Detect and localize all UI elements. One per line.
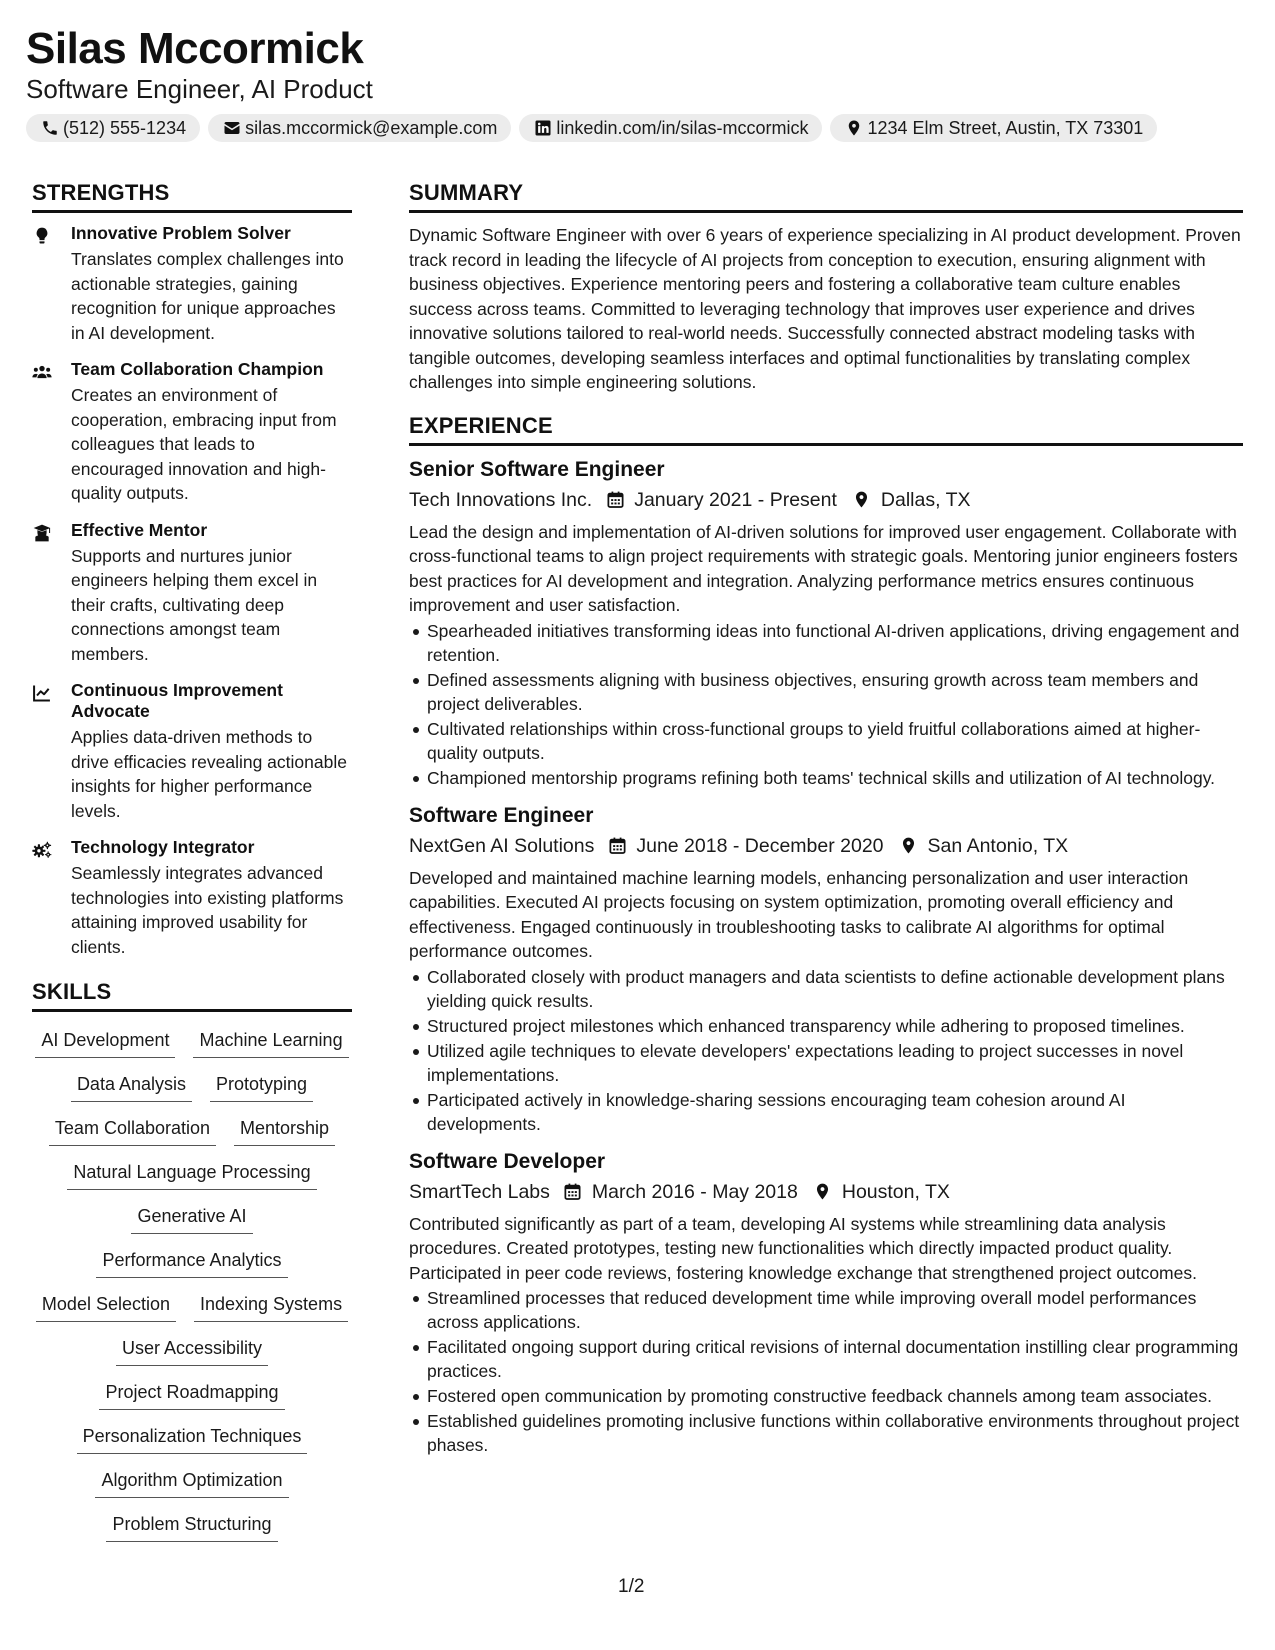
- strength-item: [32, 223, 352, 345]
- job-description: Developed and maintained machine learning models, enhancing personalization and user interaction capabilities. Executed AI projects focusing on system optimization, promoting overall efficiency and effectiveness. Engaged continuously in troubleshooting tasks to calibrate AI algorithms for optimal performance outcomes.: [409, 867, 1189, 961]
- skill-tag: Performance Analytics: [96, 1246, 287, 1278]
- job-title: Software Engineer: [409, 803, 594, 827]
- linkedin-icon: [533, 118, 553, 138]
- strength-description: Applies data-driven methods to drive efficacies revealing actionable insights for higher performance levels.: [71, 727, 347, 821]
- job-location: Dallas, TX: [880, 488, 971, 511]
- job-location: Houston, TX: [841, 1180, 950, 1203]
- skill-tag: Team Collaboration: [49, 1114, 216, 1146]
- strength-description: Seamlessly integrates advanced technologies into existing platforms attaining improved usability for clients.: [71, 863, 344, 957]
- experience-heading: EXPERIENCE: [409, 411, 1243, 446]
- job-entry: [409, 1148, 1243, 1458]
- bullet-item: Defined assessments aligning with business objectives, ensuring growth across team members and project deliverables.: [409, 668, 1243, 716]
- contact-phone[interactable]: [26, 114, 200, 142]
- skill-tag: Generative AI: [131, 1202, 252, 1234]
- location-pin-icon: [851, 489, 873, 511]
- job-description: Contributed significantly as part of a team, developing AI systems while streamlining data analysis procedures. Created prototypes, testing new functionalities which directly impacted product quality. Participated in peer code reviews, fostering knowledge exchange that strengthened project outcomes.: [409, 1213, 1197, 1283]
- bullet-item: Utilized agile techniques to elevate developers' expectations leading to project successes in novel implementations.: [409, 1039, 1243, 1087]
- right-column: [409, 178, 1243, 1469]
- candidate-role: Software Engineer, AI Product: [26, 74, 373, 104]
- summary-heading: SUMMARY: [409, 178, 1243, 213]
- location-pin-icon: [812, 1181, 834, 1203]
- job-bullets: [409, 965, 1243, 1136]
- left-column: [32, 178, 352, 1542]
- contact-linkedin[interactable]: [519, 114, 822, 142]
- users-icon: [32, 359, 71, 506]
- skill-tag: Data Analysis: [71, 1070, 192, 1102]
- skill-tag: Natural Language Processing: [67, 1158, 316, 1190]
- summary-text: Dynamic Software Engineer with over 6 years of experience specializing in AI product development. Proven track record in leading the lifecycle of AI projects from conception to execution, ensuring alignment with business objectives. Experience mentoring peers and fostering a collaborative team culture enables success across teams. Committed to leveraging technology that improves user experience and drives innovative solutions tailored to real-world needs. Successfully connected abstract modeling tasks with tangible outcomes, developing seamless interfaces and optimal functionalities by translating complex challenges into simple engineering solutions.: [409, 225, 1241, 392]
- skill-tag: Mentorship: [234, 1114, 335, 1146]
- gears-icon: [32, 837, 71, 959]
- job-description: Lead the design and implementation of AI-driven solutions for improved user engagement. Collaborate with cross-functional teams to align project requirements with strategic goals. Mentoring junior engineers fosters best practices for AI development and integration. Analyzing performance metrics ensures continuous improvement and user satisfaction.: [409, 521, 1238, 615]
- skill-tag: Machine Learning: [193, 1026, 348, 1058]
- job-title: Senior Software Engineer: [409, 457, 665, 481]
- strength-item: [32, 520, 352, 667]
- strengths-heading: STRENGTHS: [32, 178, 352, 213]
- bullet-item: Championed mentorship programs refining both teams' technical skills and utilization of AI technology.: [409, 766, 1243, 790]
- contact-address-text: 1234 Elm Street, Austin, TX 73301: [867, 117, 1144, 138]
- strength-item: [32, 680, 352, 823]
- strength-item: [32, 359, 352, 506]
- strength-description: Creates an environment of cooperation, embracing input from colleagues that leads to encouraged innovation and high-quality outputs.: [71, 385, 337, 503]
- strength-title: Effective Mentor: [71, 519, 208, 540]
- calendar-icon: [604, 489, 626, 511]
- skill-tag: Indexing Systems: [194, 1290, 348, 1322]
- skill-tag: Algorithm Optimization: [95, 1466, 288, 1498]
- job-meta: [409, 1178, 1243, 1206]
- job-location: San Antonio, TX: [927, 834, 1069, 857]
- bullet-item: Facilitated ongoing support during critical revisions of internal documentation instilling clear programming practices.: [409, 1335, 1243, 1383]
- job-bullets: [409, 1286, 1243, 1457]
- skill-tag: Project Roadmapping: [99, 1378, 284, 1410]
- envelope-icon: [222, 118, 242, 138]
- strength-title: Innovative Problem Solver: [71, 223, 291, 243]
- job-title: Software Developer: [409, 1149, 606, 1173]
- skill-tag: User Accessibility: [116, 1334, 268, 1366]
- bullet-item: Established guidelines promoting inclusive functions within collaborative environments throughout project phases.: [409, 1409, 1243, 1457]
- bullet-item: Cultivated relationships within cross-functional groups to yield fruitful collaborations aimed at higher-quality outputs.: [409, 717, 1243, 765]
- skill-tag: Prototyping: [210, 1070, 313, 1102]
- graduate-icon: [32, 520, 71, 667]
- contact-email-text: silas.mccormick@example.com: [245, 117, 498, 138]
- strength-title: Technology Integrator: [71, 837, 255, 857]
- job-meta: [409, 832, 1243, 860]
- page-number: 1/2: [618, 1576, 645, 1597]
- bullet-item: Collaborated closely with product managers and data scientists to define actionable development plans yielding quick results.: [409, 965, 1243, 1013]
- strength-title: Continuous Improvement Advocate: [71, 680, 283, 721]
- bullet-item: Participated actively in knowledge-sharing sessions encouraging team cohesion around AI developments.: [409, 1088, 1243, 1136]
- skill-tag: Problem Structuring: [106, 1510, 277, 1542]
- strength-description: Translates complex challenges into actionable strategies, gaining recognition for unique approaches in AI development.: [71, 249, 344, 343]
- bullet-item: Spearheaded initiatives transforming ideas into functional AI-driven applications, driving engagement and retention.: [409, 619, 1243, 667]
- contact-linkedin-text: linkedin.com/in/silas-mccormick: [556, 117, 809, 138]
- contact-email[interactable]: [208, 114, 511, 142]
- lightbulb-icon: [32, 223, 71, 345]
- bullet-item: Fostered open communication by promoting constructive feedback channels among team associates.: [409, 1384, 1243, 1408]
- contact-phone-text: (512) 555-1234: [63, 117, 187, 138]
- job-company: SmartTech Labs: [409, 1180, 550, 1203]
- bullet-item: Structured project milestones which enhanced transparency while adhering to proposed timelines.: [409, 1014, 1243, 1038]
- job-dates: March 2016 - May 2018: [591, 1180, 798, 1203]
- calendar-icon: [606, 835, 628, 857]
- skill-tag: AI Development: [35, 1026, 175, 1058]
- strength-description: Supports and nurtures junior engineers helping them excel in their crafts, cultivating deep connections amongst team members.: [71, 545, 318, 664]
- job-dates: June 2018 - December 2020: [636, 834, 884, 857]
- candidate-name: Silas Mccormick: [26, 24, 364, 73]
- job-company: Tech Innovations Inc.: [409, 488, 593, 511]
- job-entry: [409, 802, 1243, 1136]
- skill-tag: Personalization Techniques: [77, 1422, 308, 1454]
- phone-icon: [40, 118, 60, 138]
- job-bullets: [409, 619, 1243, 790]
- job-meta: [409, 486, 1243, 514]
- line-chart-icon: [32, 680, 71, 823]
- contact-bar: [26, 114, 1246, 142]
- calendar-icon: [562, 1181, 584, 1203]
- location-pin-icon: [844, 118, 864, 138]
- contact-address[interactable]: [830, 114, 1157, 142]
- skills-heading: SKILLS: [32, 977, 352, 1012]
- skills-list: [32, 1022, 352, 1542]
- bullet-item: Streamlined processes that reduced development time while improving overall model performances across applications.: [409, 1286, 1243, 1334]
- skill-tag: Model Selection: [36, 1290, 176, 1322]
- strength-title: Team Collaboration Champion: [71, 359, 324, 379]
- job-company: NextGen AI Solutions: [409, 834, 595, 857]
- job-entry: [409, 456, 1243, 790]
- strength-item: [32, 837, 352, 959]
- resume-header: [26, 22, 1246, 142]
- job-dates: January 2021 - Present: [634, 488, 837, 511]
- location-pin-icon: [898, 835, 920, 857]
